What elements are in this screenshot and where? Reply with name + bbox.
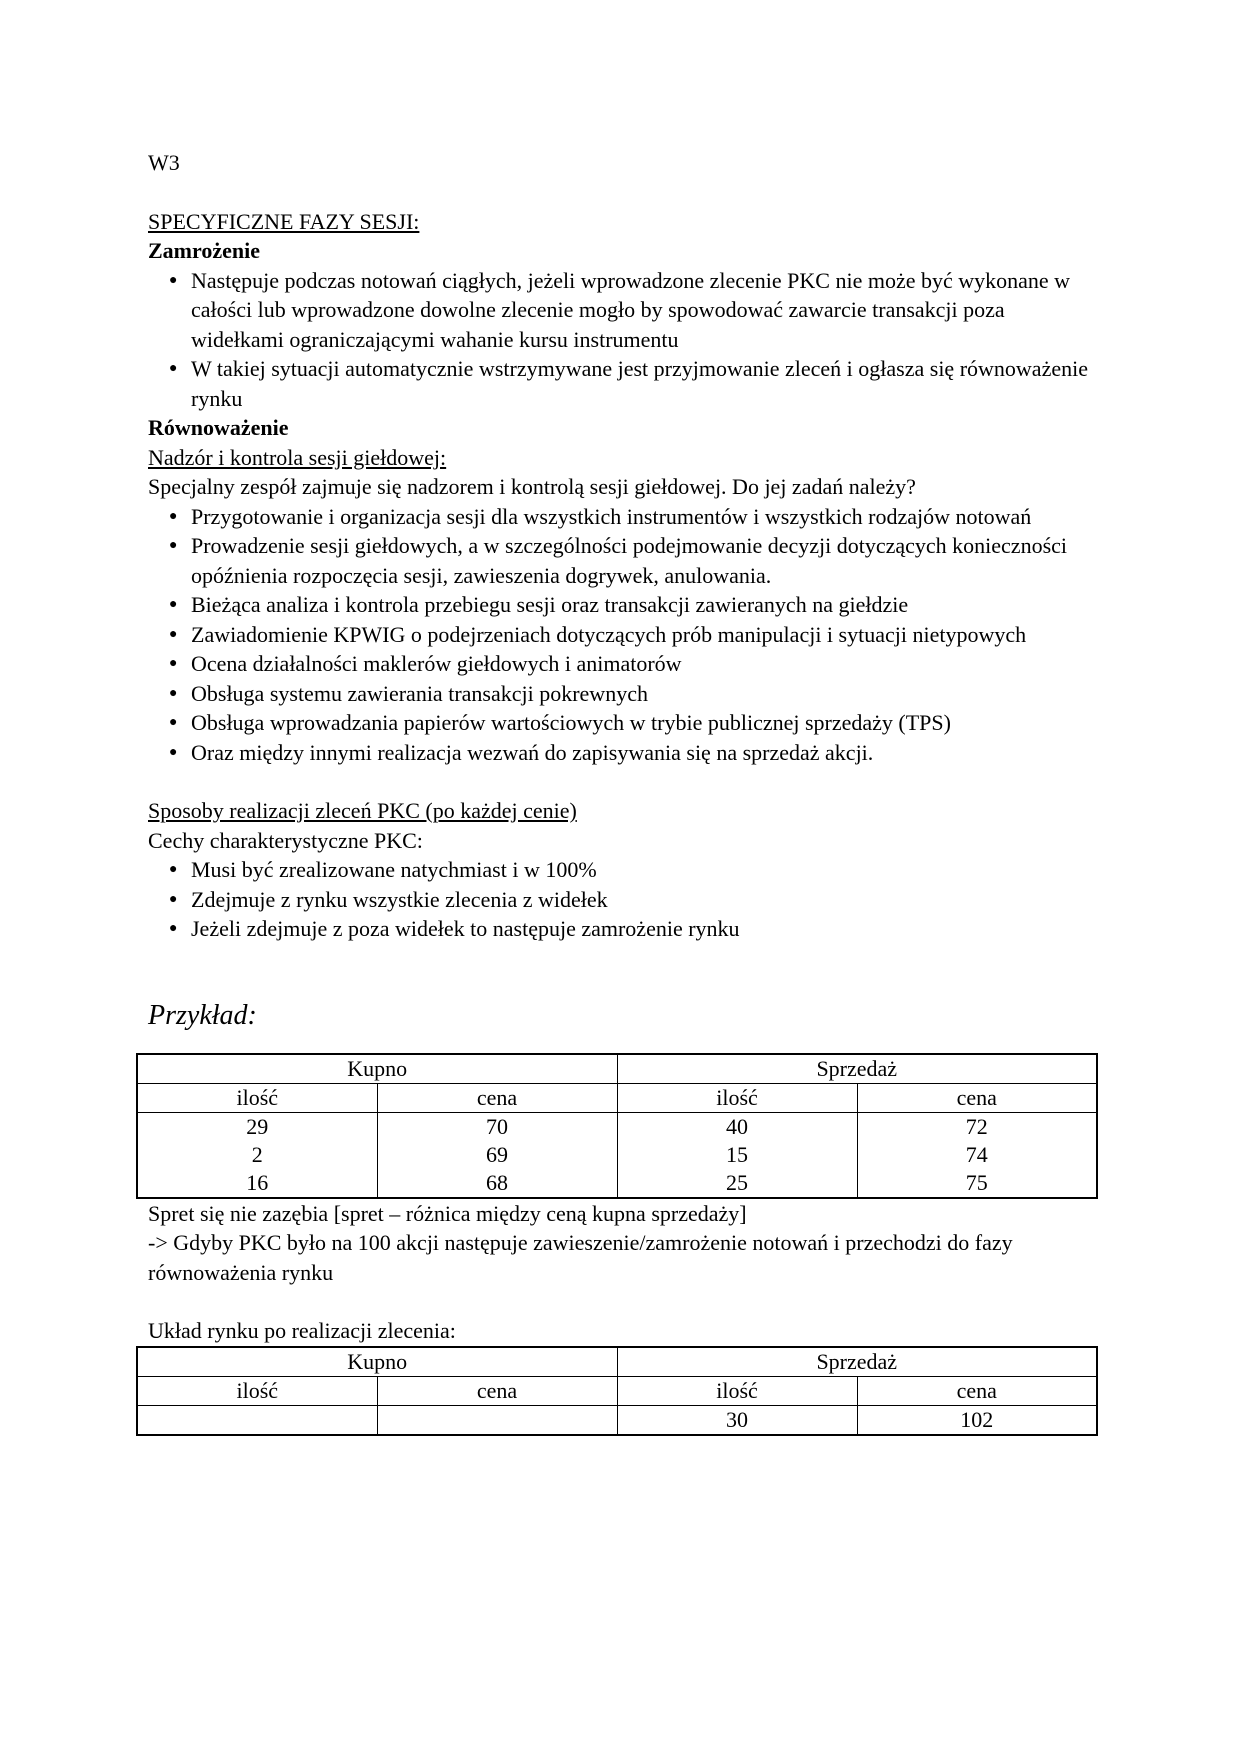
subheading-balancing: Równoważenie [148, 415, 289, 440]
list-item: ● Przygotowanie i organizacja sesji dla wszystkich instrumentów i wszystkich rodzajów notowań [191, 502, 1098, 532]
list-item: ● Obsługa systemu zawierania transakcji pokrewnych [191, 679, 1098, 709]
table-row [137, 1112, 1097, 1141]
page-header: W3 [148, 150, 180, 175]
subheading-freeze: Zamrożenie [148, 238, 261, 263]
table-cell: 75 [857, 1169, 1097, 1198]
table-cell: 74 [857, 1141, 1097, 1169]
list-item: ● W takiej sytuacji automatycznie wstrzymywane jest przyjmowanie zleceń i ogłasza się równoważenie rynku [191, 354, 1098, 413]
table-cell: 70 [377, 1112, 617, 1141]
column-header: cena [857, 1376, 1097, 1405]
section-title-pkc: Sposoby realizacji zleceń PKC (po każdej cenie) [148, 798, 577, 823]
spread-note: Spret się nie zazębia [spret – różnica między ceną kupna sprzedaży] [148, 1200, 747, 1226]
group-buy: Kupno [137, 1347, 617, 1377]
list-item: ● Musi być zrealizowane natychmiast i w 100% [191, 855, 1098, 885]
list-item: ● Zawiadomienie KPWIG o podejrzeniach dotyczących prób manipulacji i sytuacji nietypowych [191, 620, 1098, 650]
table-cell [137, 1405, 377, 1435]
section-title-supervision: Nadzór i kontrola sesji giełdowej: [148, 444, 447, 470]
group-sell: Sprzedaż [617, 1347, 1097, 1377]
supervision-intro: Specjalny zespół zajmuje się nadzorem i kontrolą sesji giełdowej. Do jej zadań należy? [148, 474, 916, 499]
pkc-intro: Cechy charakterystyczne PKC: [148, 827, 423, 853]
example-heading: Przykład: [148, 999, 257, 1031]
spacer [148, 1287, 1098, 1316]
table-cell: 69 [377, 1141, 617, 1169]
spacer [148, 178, 1098, 207]
table-cell [377, 1405, 617, 1435]
document-page [148, 148, 1098, 1436]
group-sell: Sprzedaż [617, 1054, 1097, 1084]
after-label: Układ rynku po realizacji zlecenia: [148, 1318, 456, 1343]
freeze-list [148, 266, 1098, 414]
list-item: ● Jeżeli zdejmuje z poza widełek to następuje zamrożenie rynku [191, 914, 1098, 944]
pkc-note: -> Gdyby PKC było na 100 akcji następuje zawieszenie/zamrożenie notowań i przechodzi do fazy równoważenia rynku [148, 1230, 1013, 1285]
pkc-list [148, 855, 1098, 944]
column-header: ilość [137, 1083, 377, 1112]
table-cell: 102 [857, 1405, 1097, 1435]
table-cell: 72 [857, 1112, 1097, 1141]
list-item: ● Zdejmuje z rynku wszystkie zlecenia z widełek [191, 885, 1098, 915]
table-row [137, 1405, 1097, 1435]
table-cell: 40 [617, 1112, 857, 1141]
spacer [148, 767, 1098, 796]
table-cell: 25 [617, 1169, 857, 1198]
table-cell: 68 [377, 1169, 617, 1198]
list-item: ● Oraz między innymi realizacja wezwań do zapisywania się na sprzedaż akcji. [191, 738, 1098, 768]
group-buy: Kupno [137, 1054, 617, 1084]
table-row [137, 1141, 1097, 1169]
column-header: ilość [617, 1083, 857, 1112]
order-book-after-table [136, 1346, 1098, 1436]
supervision-list [148, 502, 1098, 768]
list-item: ● Obsługa wprowadzania papierów wartościowych w trybie publicznej sprzedaży (TPS) [191, 708, 1098, 738]
column-header: ilość [137, 1376, 377, 1405]
table-cell: 29 [137, 1112, 377, 1141]
column-header: cena [377, 1083, 617, 1112]
order-book-table [136, 1053, 1098, 1199]
table-cell: 15 [617, 1141, 857, 1169]
column-header: cena [377, 1376, 617, 1405]
column-header: ilość [617, 1376, 857, 1405]
list-item: ● Bieżąca analiza i kontrola przebiegu sesji oraz transakcji zawieranych na giełdzie [191, 590, 1098, 620]
section-title-phases: SPECYFICZNE FAZY SESJI: [148, 208, 420, 234]
table-cell: 30 [617, 1405, 857, 1435]
column-header: cena [857, 1083, 1097, 1112]
list-item: ● Następuje podczas notowań ciągłych, jeżeli wprowadzone zlecenie PKC nie może być wykonane w całości lub wprowadzone dowolne zlecenie mogło by spowodować zawarcie transakcji poza widełkami ograniczającymi wahanie kursu instrumentu [191, 266, 1098, 355]
list-item: ● Ocena działalności maklerów giełdowych i animatorów [191, 649, 1098, 679]
table-cell: 16 [137, 1169, 377, 1198]
table-cell: 2 [137, 1141, 377, 1169]
table-row [137, 1169, 1097, 1198]
list-item: ● Prowadzenie sesji giełdowych, a w szczególności podejmowanie decyzji dotyczących konieczności opóźnienia rozpoczęcia sesji, zawieszenia dogrywek, anulowania. [191, 531, 1098, 590]
